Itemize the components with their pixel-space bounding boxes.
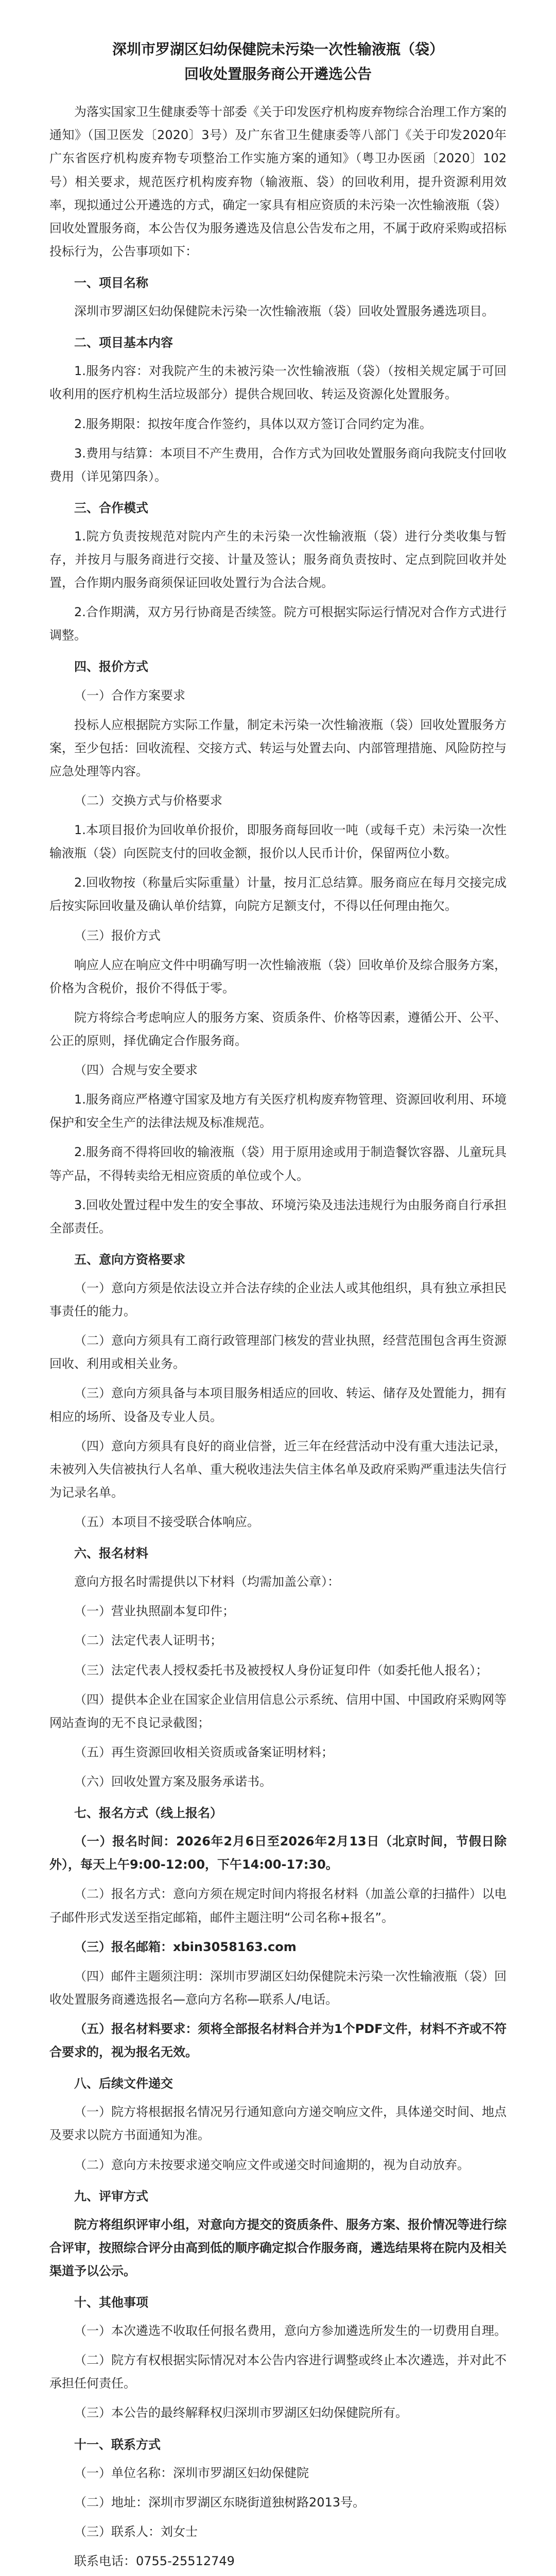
body-paragraph: （二）法定代表人证明书； xyxy=(74,1633,222,1648)
body-paragraph: （一）本次遴选不收取任何报名费用，意向方参加遴选所发生的一切费用自理。 xyxy=(74,2324,507,2338)
body-paragraph: 院方将组织评审小组，对意向方提交的资质条件、服务方案、报价情况等进行综合评审，按照综合评分由高到低的顺序确定拟合作服务商，遴选结果将在院内及相关渠道予以公示。 xyxy=(49,2217,507,2278)
section-heading: 三、合作模式 xyxy=(74,500,148,515)
body-paragraph: （四）提供本企业在国家企业信用信息公示系统、信用中国、中国政府采购网等网站查询的无不良记录截图； xyxy=(49,1692,507,1730)
title-line-1: 深圳市罗湖区妇幼保健院未污染一次性输液瓶（袋） xyxy=(112,41,444,58)
body-paragraph: 深圳市罗湖区妇幼保健院未污染一次性输液瓶（袋）回收处置服务遴选项目。 xyxy=(74,304,494,319)
body-paragraph: 投标人应根据院方实际工作量，制定未污染一次性输液瓶（袋）回收处置服务方案，至少包括：回收流程、交接方式、转运与处置去向、内部管理措施、风险防控与应急处理等内容。 xyxy=(49,717,507,778)
body-paragraph: （四）意向方须具有良好的商业信誉，近三年在经营活动中没有重大违法记录，未被列入失信被执行人名单、重大税收违法失信主体名单及政府采购严重违法失信行为记录名单。 xyxy=(49,1438,507,1500)
subsection-title: （四）合规与安全要求 xyxy=(74,1063,198,1078)
body-paragraph: 1.院方负责按规范对院内产生的未污染一次性输液瓶（袋）进行分类收集与暂存，并按月与服务商进行交接、计量及签认；服务商负责按时、定点到院回收并处置，合作期内服务商须保证回收处置行为合法合规。 xyxy=(49,529,507,590)
body-paragraph: 2.合作期满，双方另行协商是否续签。院方可根据实际运行情况对合作方式进行调整。 xyxy=(49,605,507,643)
body-paragraph: （五）再生资源回收相关资质或备案证明材料； xyxy=(74,1744,334,1759)
body-paragraph: 院方将综合考虑响应人的服务方案、资质条件、价格等因素，遵循公开、公平、公正的原则，择优确定合作服务商。 xyxy=(49,1010,507,1048)
section-heading: 七、报名方式（线上报名） xyxy=(74,1806,222,1821)
body-paragraph: 3.回收处置过程中发生的安全事故、环境污染及违法违规行为由服务商自行承担全部责任。 xyxy=(49,1197,507,1235)
body-paragraph: （一）院方将根据报名情况另行通知意向方递交响应文件，具体递交时间、地点及要求以院方书面通知为准。 xyxy=(49,2105,507,2143)
body-paragraph: 3.费用与结算：本项目不产生费用，合作方式为回收处置服务商向我院支付回收费用（详见第四条）。 xyxy=(49,446,507,484)
body-paragraph: （二）报名方式：意向方须在规定时间内将报名材料（加盖公章的扫描件）以电子邮件形式发送至指定邮箱，邮件主题注明“公司名称+报名”。 xyxy=(49,1887,507,1925)
section-heading: 八、后续文件递交 xyxy=(74,2076,173,2091)
contact-line: （三）联系人：刘女士 xyxy=(74,2524,198,2539)
body-paragraph: 响应人应在响应文件中明确写明一次性输液瓶（袋）回收单价及综合服务方案，价格为含税价，报价不得低于零。 xyxy=(49,957,507,995)
body-paragraph: （二）院方有权根据实际情况对本公告内容进行调整或终止本次遴选，并对此不承担任何责任。 xyxy=(49,2353,507,2391)
section-heading: 十、其他事项 xyxy=(74,2295,148,2310)
announcement-title xyxy=(49,37,507,86)
body-paragraph: （一）意向方须是依法设立并合法存续的企业法人或其他组织，具有独立承担民事责任的能力。 xyxy=(49,1281,507,1319)
section-heading: 二、项目基本内容 xyxy=(74,335,173,350)
contact-phone: 联系电话：0755-25512749 xyxy=(74,2554,235,2569)
registration-email: （三）报名邮箱：xbin3058163.com xyxy=(74,1939,297,1954)
body-paragraph: （一）营业执照副本复印件； xyxy=(74,1604,235,1619)
announcement-body xyxy=(49,100,507,2573)
body-paragraph: 意向方报名时需提供以下材料（均需加盖公章）： xyxy=(74,1574,340,1589)
body-paragraph: 1.服务内容：对我院产生的未被污染一次性输液瓶（袋）（按相关规定属于可回收利用的医疗机构生活垃圾部分）提供合规回收、转运及资源化处置服务。 xyxy=(49,364,507,402)
body-paragraph: （二）意向方须具有工商行政管理部门核发的营业执照，经营范围包含再生资源回收、利用或相关业务。 xyxy=(49,1333,507,1371)
body-paragraph: （三）本公告的最终解释权归深圳市罗湖区妇幼保健院所有。 xyxy=(74,2405,408,2420)
body-paragraph: （五）本项目不接受联合体响应。 xyxy=(74,1514,259,1529)
body-paragraph: 2.服务商不得将回收的输液瓶（袋）用于原用途或用于制造餐饮容器、儿童玩具等产品，不得转卖给无相应资质的单位或个人。 xyxy=(49,1145,507,1183)
body-paragraph: （一）报名时间：2026年2月6日至2026年2月13日（北京时间，节假日除外），每天上午9:00-12:00，下午14:00-17:30。 xyxy=(49,1834,507,1872)
body-paragraph: （五）报名材料要求：须将全部报名材料合并为1个PDF文件，材料不齐或不符合要求的，视为报名无效。 xyxy=(49,2021,507,2060)
section-heading: 一、项目名称 xyxy=(74,275,148,290)
section-heading: 五、意向方资格要求 xyxy=(74,1252,185,1267)
intro-paragraph: 为落实国家卫生健康委等十部委《关于印发医疗机构废弃物综合治理工作方案的通知》（国卫医发〔2020〕3号）及广东省卫生健康委等八部门《关于印发2020年广东省医疗机构废弃物专项整治工作实施方案的通知》（粤卫办医函〔2020〕102号）相关要求，规范医疗机构废弃物（输液瓶、袋）的回收利用，提升资源利用效率，现拟通过公开遴选的方式，确定一家具有相应资质的未污染一次性输液瓶（袋）回收处置服务商，本公告仅为服务遴选及信息公告发布之用，不属于政府采购或招标投标行为，公告事项如下： xyxy=(49,105,507,259)
section-heading: 九、评审方式 xyxy=(74,2189,148,2204)
section-heading: 十一、联系方式 xyxy=(74,2437,161,2452)
body-paragraph: （四）邮件主题须注明：深圳市罗湖区妇幼保健院未污染一次性输液瓶（袋）回收处置服务商遴选报名—意向方名称—联系人/电话。 xyxy=(49,1969,507,2007)
body-paragraph: （六）回收处置方案及服务承诺书。 xyxy=(74,1774,272,1789)
body-paragraph: （三）法定代表人授权委托书及被授权人身份证复印件（如委托他人报名）； xyxy=(74,1663,488,1677)
title-line-2: 回收处置服务商公开遴选公告 xyxy=(184,65,372,82)
contact-line: （一）单位名称：深圳市罗湖区妇幼保健院 xyxy=(74,2465,309,2480)
section-heading: 四、报价方式 xyxy=(74,659,148,674)
subsection-title: （一）合作方案要求 xyxy=(74,688,185,703)
body-paragraph: 1.本项目报价为回收单价报价，即服务商每回收一吨（或每千克）未污染一次性输液瓶（袋）向医院支付的回收金额，报价以人民币计价，保留两位小数。 xyxy=(49,823,507,861)
section-heading: 六、报名材料 xyxy=(74,1546,148,1561)
body-paragraph: 2.服务期限：拟按年度合作签约，具体以双方签订合同约定为准。 xyxy=(74,416,432,431)
contact-line: （二）地址：深圳市罗湖区东晓街道独树路2013号。 xyxy=(74,2495,366,2510)
body-paragraph: （三）意向方须具备与本项目服务相适应的回收、转运、储存及处置能力，拥有相应的场所、设备及专业人员。 xyxy=(49,1386,507,1424)
body-paragraph: 2.回收物按（称量后实际重量）计量，按月汇总结算。服务商应在每月交接完成后按实际回收量及确认单价结算，向院方足额支付，不得以任何理由拖欠。 xyxy=(49,875,507,913)
body-paragraph: 1.服务商应严格遵守国家及地方有关医疗机构废弃物管理、资源回收利用、环境保护和安全生产的法律法规及标准规范。 xyxy=(49,1092,507,1130)
subsection-title: （三）报价方式 xyxy=(74,928,161,943)
subsection-title: （二）交换方式与价格要求 xyxy=(74,793,222,808)
body-paragraph: （二）意向方未按要求递交响应文件或递交时间逾期的，视为自动放弃。 xyxy=(74,2157,470,2172)
